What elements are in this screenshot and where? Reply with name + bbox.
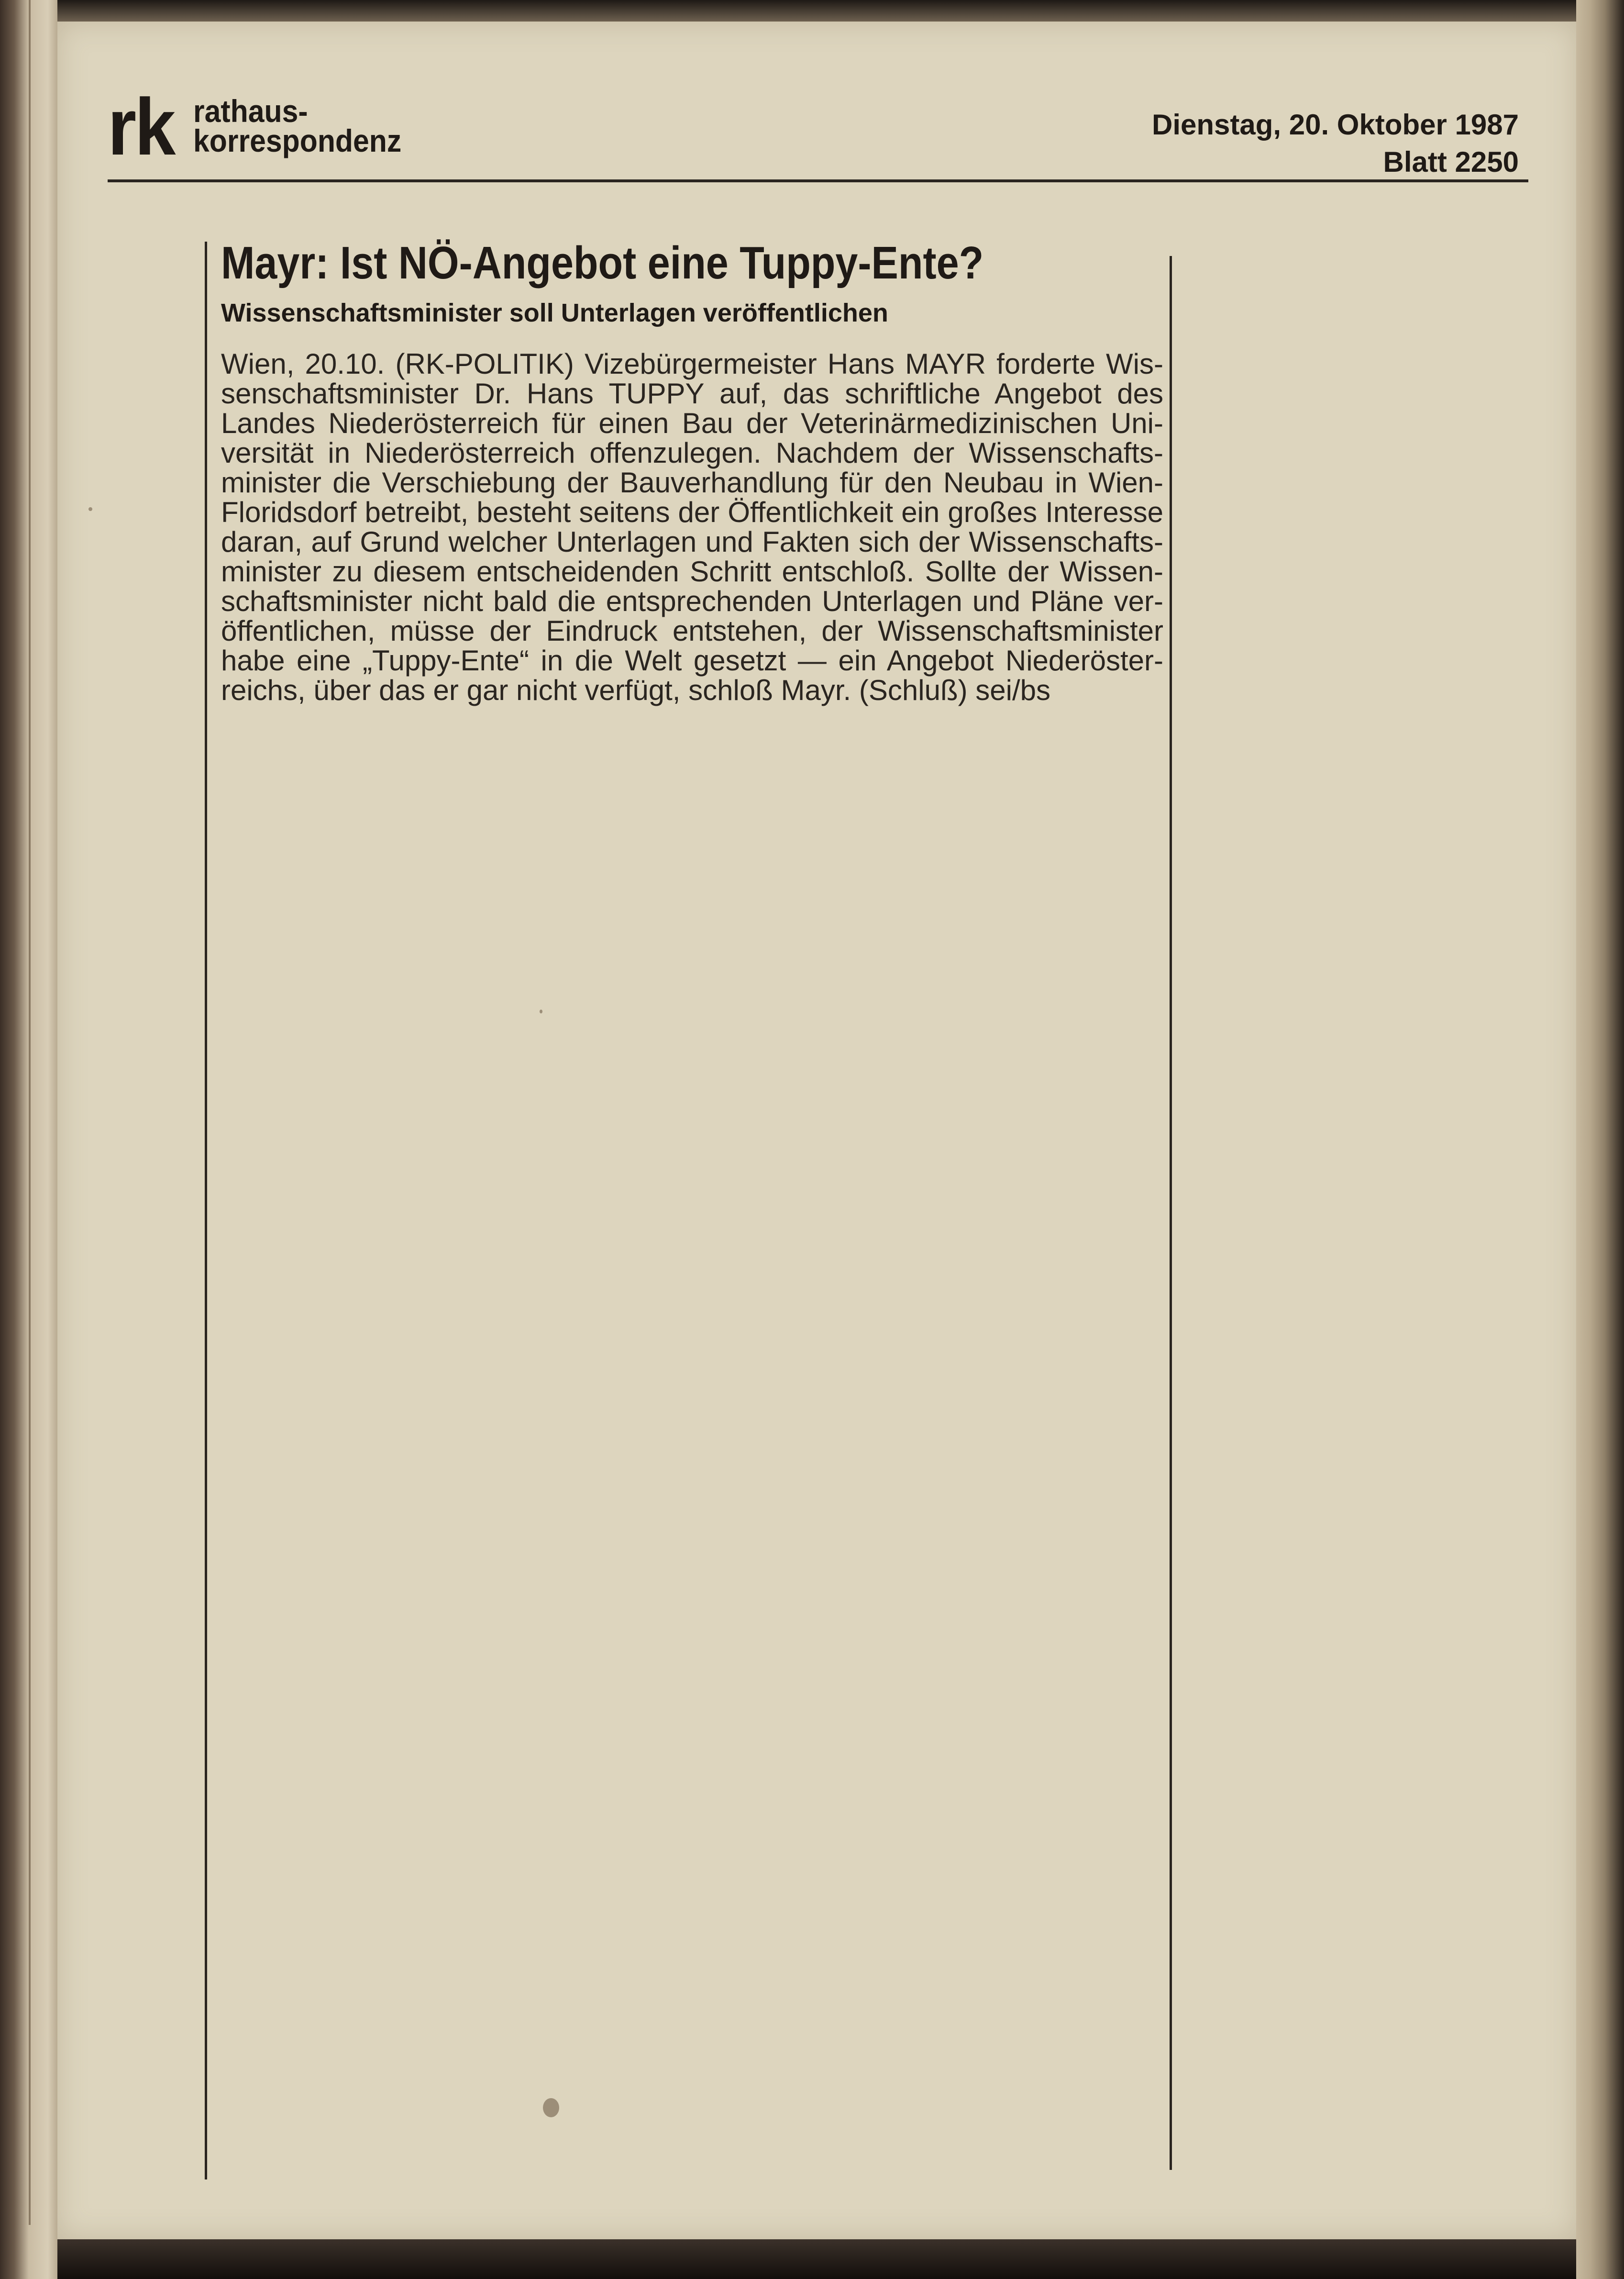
masthead-logo	[108, 82, 420, 172]
article-body	[221, 349, 1163, 705]
logo-mark: rk	[108, 82, 174, 172]
body-line: Wien, 20.10. (RK-POLITIK) Vizebürgermeister Hans MAYR forderte Wis-	[221, 348, 1163, 380]
issue-date: Dienstag, 20. Oktober 1987	[1152, 109, 1519, 141]
masthead-date-block	[1152, 106, 1519, 181]
body-line: daran, auf Grund welcher Unterlagen und Fakten sich der Wissenschafts-	[221, 526, 1163, 558]
scan-speck	[543, 2098, 559, 2117]
scan-top-border	[57, 0, 1576, 22]
masthead-rule	[108, 179, 1528, 182]
body-line: versität in Niederösterreich offenzulegen. Nachdem der Wissenschafts-	[221, 437, 1163, 469]
body-line: Floridsdorf betreibt, besteht seitens der Öffentlichkeit ein großes Interesse	[221, 496, 1163, 528]
body-line: minister die Verschiebung der Bauverhandlung für den Neubau in Wien-	[221, 467, 1163, 499]
column-rule-left	[205, 242, 207, 2179]
scan-bottom-border	[57, 2239, 1576, 2279]
scan-speck	[540, 1010, 542, 1013]
scan-speck	[88, 507, 92, 511]
logo-wordmark	[193, 93, 402, 158]
body-line: minister zu diesem entscheidenden Schritt entschloß. Sollte der Wissen-	[221, 556, 1163, 588]
body-line: schaftsminister nicht bald die entsprechenden Unterlagen und Pläne ver-	[221, 585, 1163, 617]
body-line: Landes Niederösterreich für einen Bau der Veterinärmedizinischen Uni-	[221, 407, 1163, 439]
scan-page-stack-right	[1576, 0, 1624, 2279]
article-subheadline: Wissenschaftsminister soll Unterlagen veröffentlichen	[221, 299, 888, 327]
logo-line-2: korrespondenz	[193, 123, 402, 158]
body-line: senschaftsminister Dr. Hans TUPPY auf, das schriftliche Angebot des	[221, 378, 1163, 410]
body-line: habe eine „Tuppy-Ente“ in die Welt gesetzt — ein Angebot Niederöster-	[221, 645, 1163, 677]
scan-binding-edge	[29, 0, 31, 2225]
body-line-last: reichs, über das er gar nicht verfügt, schloß Mayr. (Schluß) sei/bs	[221, 674, 1050, 706]
body-line: öffentlichen, müsse der Eindruck entstehen, der Wissenschaftsminister	[221, 615, 1163, 647]
article-headline: Mayr: Ist NÖ-Angebot eine Tuppy-Ente?	[221, 237, 984, 289]
column-rule-right	[1170, 256, 1172, 2170]
sheet-number: Blatt 2250	[1383, 146, 1519, 178]
logo-line-1: rathaus-	[193, 93, 308, 129]
